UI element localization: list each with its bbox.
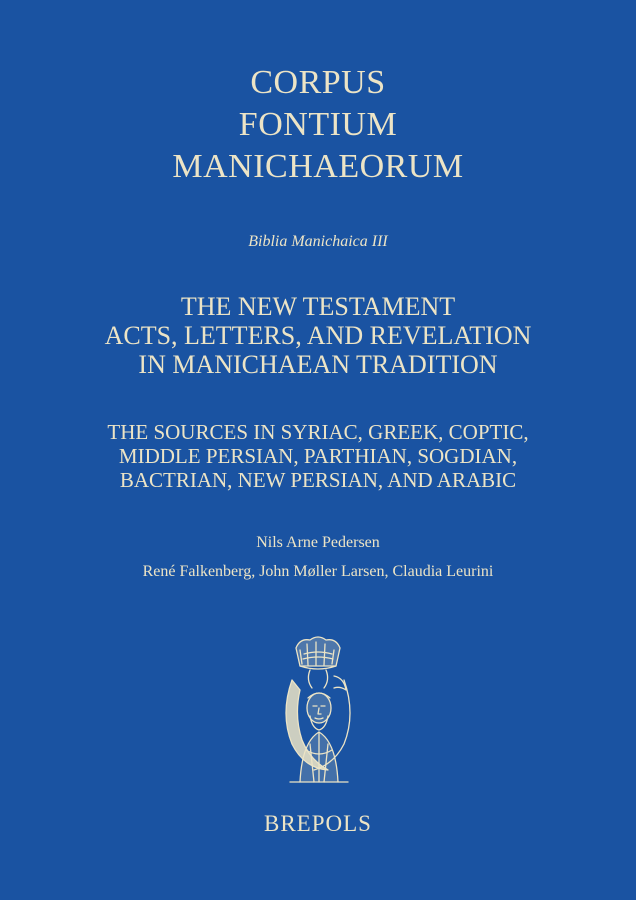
book-subtitle: [0, 420, 636, 492]
author-name: Nils Arne Pedersen: [256, 534, 380, 551]
book-subtitle-line: MIDDLE PERSIAN, PARTHIAN, SOGDIAN,: [118, 444, 518, 468]
book-title-line: IN MANICHAEAN TRADITION: [138, 350, 498, 379]
series-title-line: CORPUS: [250, 64, 386, 101]
subseries-title: Biblia Manichaica III: [248, 233, 388, 250]
contributor-names: René Falkenberg, John Møller Larsen, Claudia Leurini: [142, 563, 494, 580]
book-title-line: THE NEW TESTAMENT: [180, 292, 456, 321]
book-title-line: ACTS, LETTERS, AND REVELATION: [104, 321, 532, 350]
book-subtitle-line: THE SOURCES IN SYRIAC, GREEK, COPTIC,: [107, 420, 529, 444]
book-title: [0, 292, 636, 379]
book-subtitle-line: BACTRIAN, NEW PERSIAN, AND ARABIC: [119, 468, 517, 492]
series-title: [0, 62, 636, 188]
mani-portrait-icon: [270, 632, 366, 788]
series-title-line: FONTIUM: [238, 106, 398, 143]
publisher-name: BREPOLS: [264, 811, 372, 836]
series-title-line: MANICHAEORUM: [172, 148, 464, 185]
